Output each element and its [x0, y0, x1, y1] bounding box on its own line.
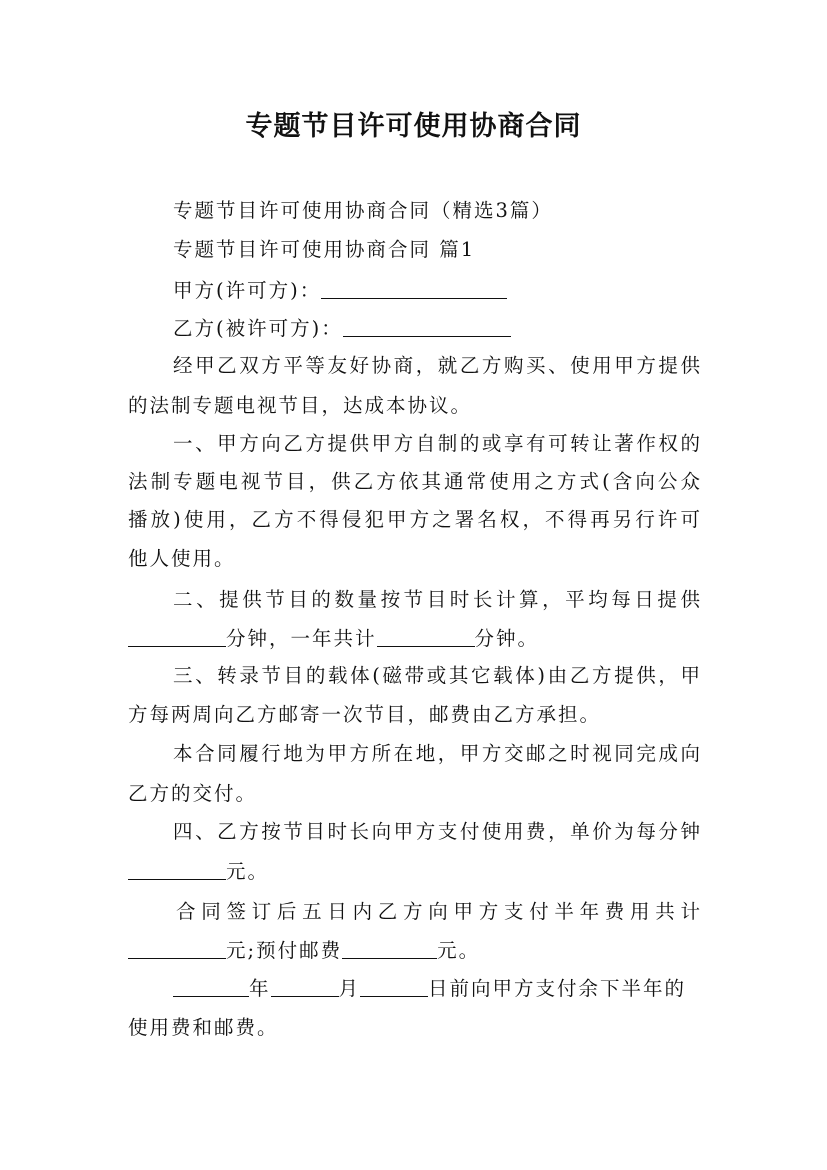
party-a-line: [173, 280, 507, 301]
unit-price-blank: [128, 861, 226, 880]
clause-4b-line-1: 合同签订后五日内乙方向甲方支付半年费用共计: [176, 900, 702, 923]
clause-3-line-2: 方每两周向乙方邮寄一次节目，邮费由乙方承担。: [128, 703, 602, 726]
party-a-label: 甲方(许可方)：: [173, 279, 322, 302]
clause-4b-line-2: [128, 940, 702, 961]
day-rest-text: 日前向甲方支付余下半年的: [428, 977, 687, 1000]
month-label: 月: [338, 977, 361, 1000]
postage-blank: [342, 940, 437, 959]
intro-line-1: 经甲乙双方平等友好协商，就乙方购买、使用甲方提供: [173, 354, 702, 377]
clause-2-line-1: 二、提供节目的数量按节目时长计算，平均每日提供: [173, 588, 702, 611]
clause-4c-line-1: [173, 978, 686, 999]
party-a-blank: [321, 280, 507, 299]
minutes-per-day-blank: [128, 628, 226, 647]
day-blank: [360, 978, 428, 997]
month-blank: [271, 978, 339, 997]
clause-1-line-3: 播放)使用，乙方不得侵犯甲方之署名权，不得再另行许可: [128, 508, 702, 531]
document-title: 专题节目许可使用协商合同: [245, 111, 582, 142]
clause-3b-line-1: 本合同履行地为甲方所在地，甲方交邮之时视同完成向: [173, 742, 702, 765]
year-blank: [173, 978, 249, 997]
party-b-label: 乙方(被许可方)：: [173, 317, 343, 340]
clause-3-line-1: 三、转录节目的载体(磁带或其它载体)由乙方提供，甲: [173, 664, 702, 687]
intro-line-2: 的法制专题电视节目，达成本协议。: [128, 394, 473, 417]
clause-4-line-1: 四、乙方按节目时长向甲方支付使用费，单价为每分钟: [173, 820, 702, 843]
half-year-fee-blank: [128, 940, 226, 959]
clause-1-line-4: 他人使用。: [128, 547, 236, 570]
party-b-blank: [343, 318, 511, 337]
clause-1-line-2: 法制专题电视节目，供乙方依其通常使用之方式(含向公众: [128, 470, 702, 493]
clause-2-line-2: [128, 628, 702, 649]
party-b-line: [173, 318, 511, 339]
clause-2-minutes-text: 分钟，一年共计: [226, 627, 377, 650]
document-subtitle: 专题节目许可使用协商合同（精选3篇）: [173, 199, 553, 222]
year-label: 年: [249, 977, 271, 1000]
clause-4b-prepay-text: 元;预付邮费: [226, 939, 343, 962]
clause-3b-line-2: 乙方的交付。: [128, 782, 258, 805]
minutes-per-year-blank: [377, 628, 475, 647]
clause-4-yuan-text: 元。: [226, 860, 270, 883]
clause-2-end-text: 分钟。: [474, 627, 540, 650]
clause-4c-line-2: 使用费和邮费。: [128, 1016, 279, 1039]
clause-1-line-1: 一、甲方向乙方提供甲方自制的或享有可转让著作权的: [173, 432, 702, 455]
section-heading: 专题节目许可使用协商合同 篇1: [173, 238, 476, 261]
clause-4-line-2: [128, 861, 702, 882]
clause-4b-end-text: 元。: [437, 939, 481, 962]
